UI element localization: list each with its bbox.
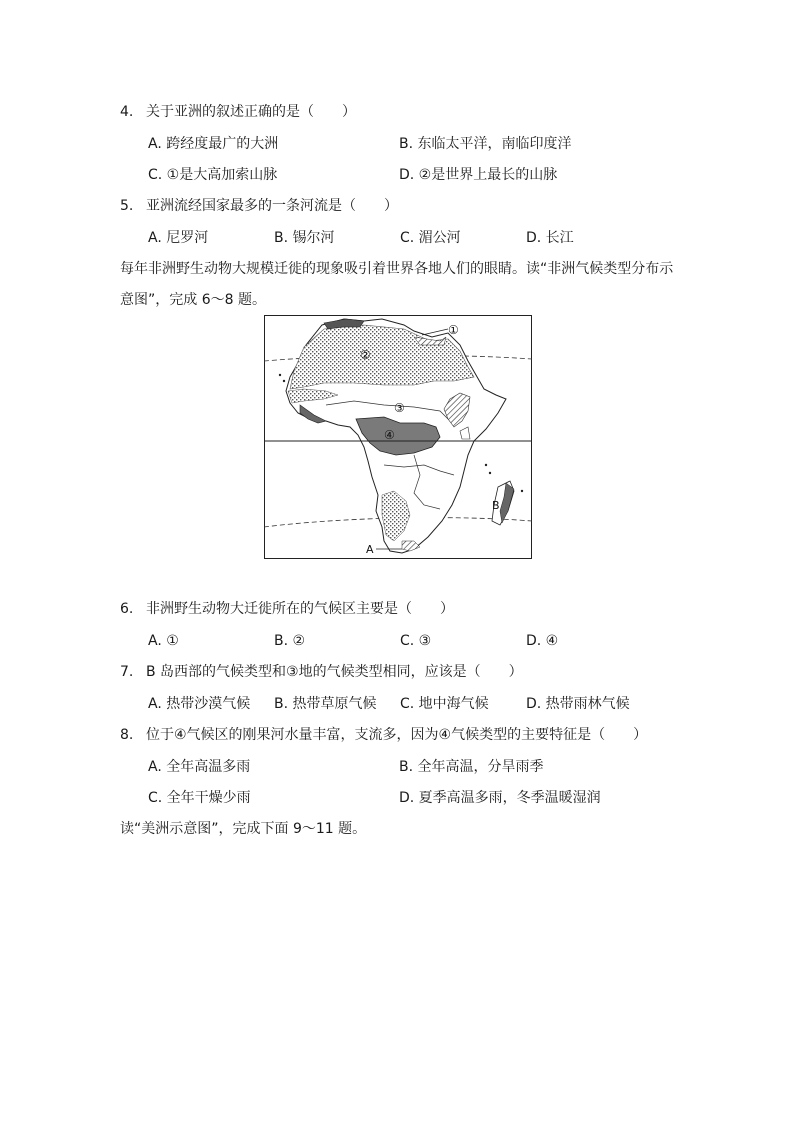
option-c: C. 湄公河 [400, 230, 461, 246]
question-7 [120, 662, 523, 682]
option-d: D. ④ [526, 633, 559, 649]
question-6 [120, 599, 454, 619]
option-d: D. 热带雨林气候 [526, 696, 630, 712]
question-number: 4. [120, 104, 134, 120]
option-b: B. 东临太平洋，南临印度洋 [399, 136, 572, 152]
option-d: D. ②是世界上最长的山脉 [399, 167, 558, 183]
option-c: C. ①是大高加索山脉 [148, 167, 278, 183]
option-d: D. 夏季高温多雨，冬季温暖湿润 [399, 790, 601, 806]
option-b: B. 锡尔河 [274, 230, 335, 246]
option-c: C. 地中海气候 [400, 696, 489, 712]
option-a: A. ① [148, 633, 179, 649]
intro-africa-line2: 意图”，完成 6～8 题。 [120, 292, 266, 308]
label-b: B [492, 499, 500, 512]
intro-africa-line1: 每年非洲野生动物大规模迁徙的现象吸引着世界各地人们的眼睛。读“非洲气候类型分布示 [120, 261, 674, 277]
option-c: C. ③ [400, 633, 432, 649]
label-4: ④ [384, 428, 395, 442]
option-c: C. 全年干燥少雨 [148, 790, 251, 806]
intro-america: 读“美洲示意图”，完成下面 9～11 题。 [120, 821, 367, 837]
option-b: B. 热带草原气候 [274, 696, 377, 712]
question-number: 5. [120, 198, 134, 214]
question-4 [120, 102, 356, 122]
question-number: 8. [120, 727, 134, 743]
option-a: A. 尼罗河 [148, 230, 209, 246]
question-stem: 关于亚洲的叙述正确的是（ ） [146, 104, 356, 120]
option-a: A. 热带沙漠气候 [148, 696, 251, 712]
option-b: B. 全年高温，分旱雨季 [399, 759, 544, 775]
label-1: ① [448, 323, 459, 337]
option-b: B. ② [274, 633, 306, 649]
option-d: D. 长江 [526, 230, 574, 246]
label-a: A [366, 543, 374, 556]
option-a: A. 跨经度最广的大洲 [148, 136, 279, 152]
question-number: 7. [120, 664, 134, 680]
question-stem: 非洲野生动物大迁徙所在的气候区主要是（ ） [146, 601, 454, 617]
question-number: 6. [120, 601, 134, 617]
option-a: A. 全年高温多雨 [148, 759, 251, 775]
question-stem: 位于④气候区的刚果河水量丰富，支流多，因为④气候类型的主要特征是（ ） [146, 727, 648, 743]
question-stem: 亚洲流经国家最多的一条河流是（ ） [146, 198, 398, 214]
africa-climate-map [264, 315, 532, 559]
question-8 [120, 725, 648, 745]
question-stem: B 岛西部的气候类型和③地的气候类型相同，应该是（ ） [146, 664, 523, 680]
label-2: ② [360, 348, 371, 362]
label-3: ③ [394, 401, 405, 415]
question-5 [120, 196, 398, 216]
